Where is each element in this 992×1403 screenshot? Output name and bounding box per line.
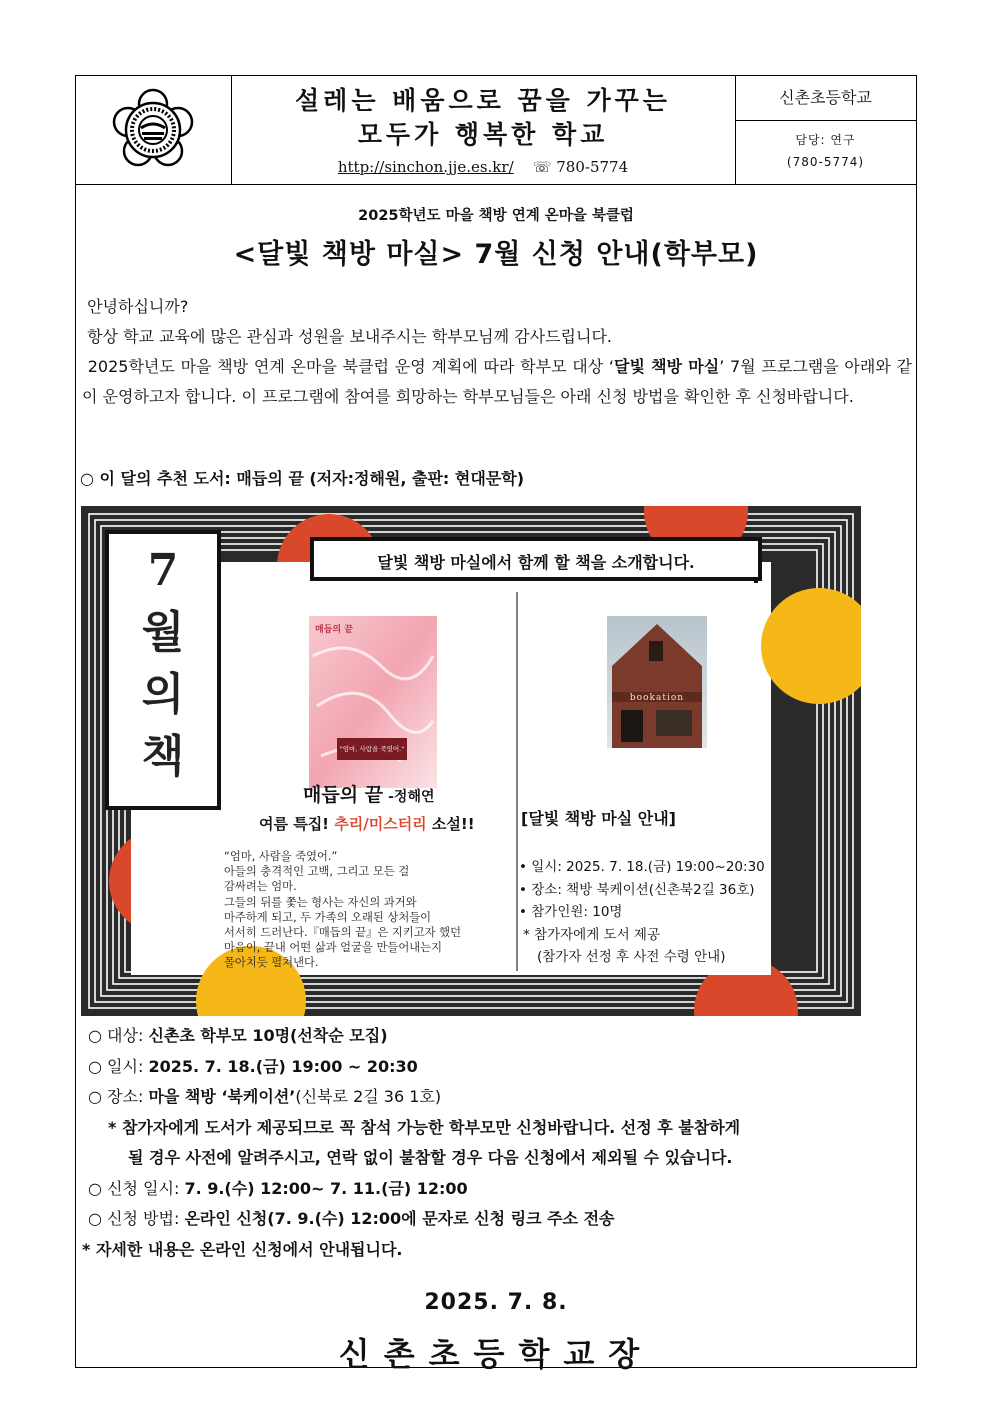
school-emblem-icon (76, 76, 231, 184)
intro-text (82, 292, 912, 412)
school-info-cell (735, 76, 916, 184)
store-heading: [달빛 책방 마실 안내] (521, 809, 676, 828)
slogan-line-1: 설레는 배움으로 꿈을 가꾸는 (295, 86, 671, 115)
detail-note: * 자세한 내용은 온라인 신청에서 안내됩니다. (82, 1239, 403, 1259)
apply-method-row: ○ 신청 방법: 온라인 신청(7. 9.(수) 12:00에 문자로 신청 링크 주소 전송 (88, 1209, 615, 1228)
book-cover-title: 매듭의 끝 (315, 625, 353, 635)
book-title-line (303, 780, 435, 807)
genre-highlight: 추리/미스터리 (334, 815, 427, 833)
month-title (109, 540, 217, 788)
issue-date: 2025. 7. 8. (424, 1290, 568, 1315)
greeting: 안녕하십니까? (87, 297, 189, 316)
phone-icon: ☏ (532, 158, 552, 176)
store-note: * 참가자에게 도서 제공 (523, 926, 660, 943)
slogan-line-2: 모두가 행복한 학교 (357, 120, 609, 149)
special-line: 여름 특집! 추리/미스터리 소설!! (259, 815, 475, 833)
book-synopsis: “엄마, 사람을 죽였어.” 아들의 충격적인 고백, 그리고 모든 걸 감싸려는 엄마. 그들의 뒤를 쫓는 형사는 자신의 과거와 마주하게 되고, 두 가족의 오래된 상처들이 서서히 드러난다.『매듭의 끝』은 지키고자 했던 마음이, 끝내 어떤 삶과 얼굴을 만들어내는지 몰아치듯 펼쳐낸다. (224, 850, 461, 970)
letterhead (76, 76, 916, 185)
program-details (82, 1021, 908, 1265)
book-title: 매듭의 끝 (303, 784, 384, 806)
store-note-detail: (참가자 선정 후 사전 수령 안내) (537, 949, 726, 965)
slogan-cell (231, 76, 736, 184)
store-info-item: • 참가인원: 10명 (519, 904, 623, 920)
school-name: 신촌초등학교 (735, 76, 916, 121)
poster-banner: 달빛 책방 마실에서 함께 할 책을 소개합니다. (377, 553, 695, 572)
store-info-item: • 장소: 책방 북케이션(신촌북2길 36호) (519, 881, 755, 898)
attendance-note-1: * 참가자에게 도서가 제공되므로 꼭 참석 가능한 학부모만 신청바랍니다. 선정 후 불참하게 (108, 1117, 741, 1137)
attendance-note-2: 될 경우 사전에 알려주시고, 연락 없이 불참할 경우 다음 신청에서 제외될 수 있습니다. (128, 1148, 733, 1167)
program-name: 달빛 책방 마실 (614, 357, 720, 376)
time-row: ○ 일시: 2025. 7. 18.(금) 19:00 ~ 20:30 (88, 1056, 418, 1076)
month-title-char: 7 (147, 545, 179, 596)
school-homepage-link[interactable]: http://sinchon.jje.es.kr/ (337, 158, 514, 176)
store-sign: bookation (629, 693, 685, 703)
document-title: <달빛 책방 마실> 7월 신청 안내(학부모) (233, 239, 759, 270)
recommended-book: ○ 이 달의 추천 도서: 매듭의 끝 (저자:정해원, 출판: 현대문학) (80, 469, 525, 488)
month-title-char: 책 (141, 731, 185, 782)
book-cover-quote: "엄마, 사람을 죽였어." (339, 745, 405, 753)
store-info (519, 856, 765, 969)
apply-period-row: ○ 신청 일시: 7. 9.(수) 12:00~ 7. 11.(금) 12:00 (88, 1178, 468, 1198)
principal-signature: 신촌초등학교장 (338, 1335, 654, 1373)
school-phone: 780-5774 (556, 158, 629, 176)
store-info-item: • 일시: 2025. 7. 18.(금) 19:00~20:30 (519, 859, 765, 875)
book-poster (81, 506, 861, 1016)
contact-line (231, 158, 735, 176)
book-author: -정해연 (388, 789, 435, 805)
target-row: ○ 대상: 신촌초 학부모 10명(선착순 모집) (88, 1026, 388, 1045)
month-title-char: 월 (141, 607, 185, 658)
thanks-paragraph: 항상 학교 교육에 많은 관심과 성원을 보내주시는 학부모님께 감사드립니다. (87, 327, 613, 346)
month-title-char: 의 (141, 669, 185, 720)
contact-person: 담당: 연구 (795, 133, 856, 147)
place-row: ○ 장소: 마을 책방 ‘북케이션’(신북로 2길 36 1호) (88, 1087, 442, 1106)
contact-phone: (780-5774) (786, 155, 865, 169)
document-subtitle: 2025학년도 마을 책방 연계 온마을 북클럽 (358, 208, 634, 224)
document-frame (75, 75, 917, 1373)
body-paragraph: 2025학년도 마을 책방 연계 온마을 북클럽 운영 계획에 따라 학부모 대상 ‘달빛 책방 마실’ 7월 프로그램을 아래와 같이 운영하고자 합니다. 이 프로그램에 참여를 희망하는 학부모님들은 아래 신청 방법을 확인한 후 신청바랍니다. (82, 357, 912, 406)
school-logo-cell (76, 76, 232, 184)
